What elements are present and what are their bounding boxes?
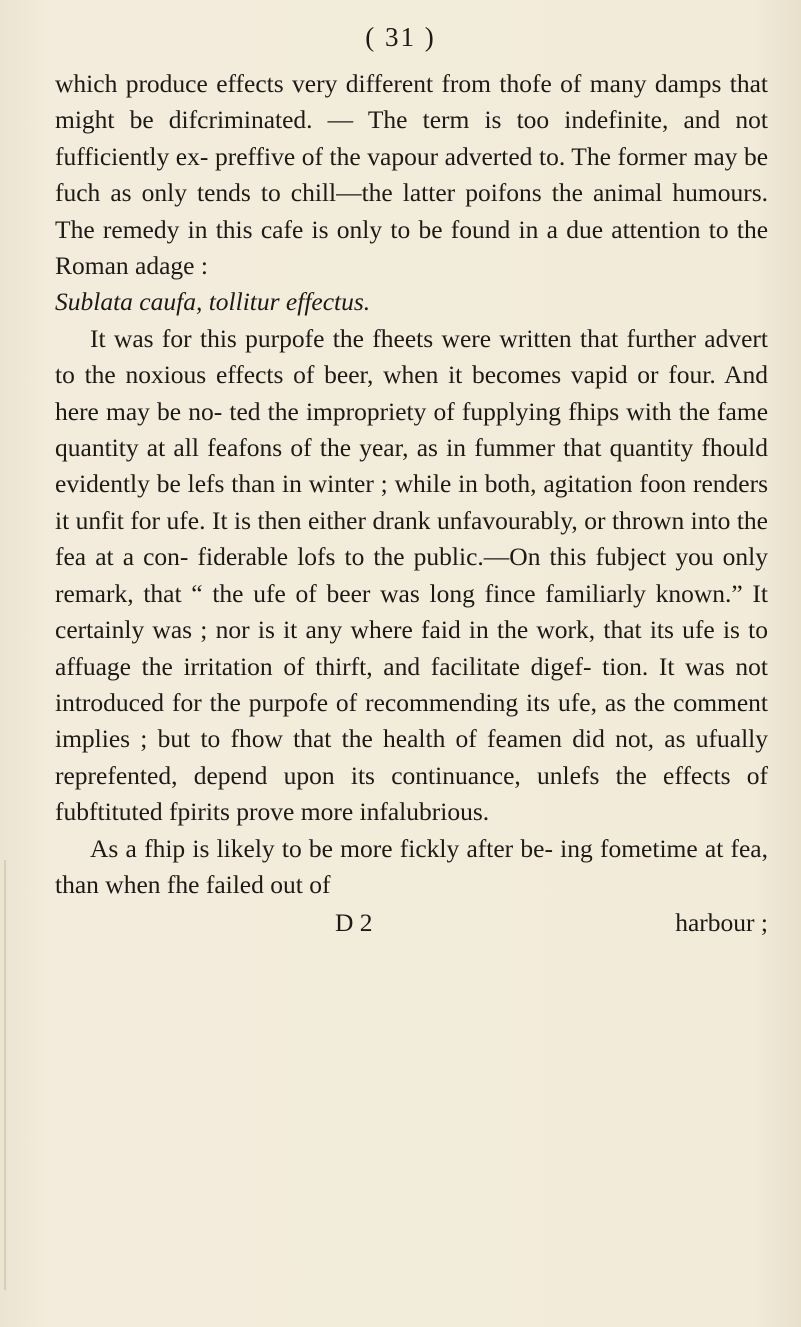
line: only remark, that “ the ufe of beer was long (55, 542, 769, 608)
page-number: ( 31 ) (365, 22, 436, 52)
latin-motto: Sublata caufa, tollitur effectus. (55, 287, 371, 317)
line: fince familiarly known.” It certainly was ; nor (55, 578, 769, 645)
line: many damps that might be difcriminated. — (55, 69, 769, 135)
line: It was for this purpofe the fheets were written (90, 323, 572, 353)
line: unfavourably, or thrown into the fea at a con- (55, 505, 769, 572)
line: fame quantity at all feafons of the year, as in (55, 396, 769, 463)
page-edge-shadow (4, 860, 6, 1290)
line: is it any where faid in the work, that its ufe is to (257, 615, 769, 645)
line: affuage the irritation of thirft, and facilitate digef- (55, 651, 592, 681)
line: renders it unfit for ufe. It is then either drank (55, 469, 769, 535)
line: ing fometime at fea, than when fhe failed out of (55, 833, 769, 899)
line: cafe is only to be found in a due attention to (260, 214, 729, 244)
line: recommending its ufe, as the comment implies ; (55, 687, 769, 754)
page-footer (55, 905, 768, 941)
paragraph-3 (55, 831, 768, 904)
line: fummer that quantity fhould evidently be lefs (55, 433, 769, 499)
line: The term is too indefinite, and not fufficiently ex- (55, 105, 769, 171)
line: it becomes vapid or four. And here may be no- (55, 360, 768, 426)
paragraph-2 (55, 321, 768, 831)
line: poifons the animal humours. The remedy in this (55, 178, 769, 244)
line: ted the impropriety of fupplying fhips with the (229, 396, 710, 426)
line: As a fhip is likely to be more fickly after be- (90, 833, 553, 863)
line: which produce effects very different from thofe of (55, 69, 582, 98)
body-text (55, 66, 768, 941)
line: than in winter ; while in both, agitation foon (231, 469, 687, 499)
line: fiderable lofs to the public.—On this fubject you (197, 542, 714, 572)
paragraph-1 (55, 66, 768, 284)
line: ufually reprefented, depend upon its continuance, (55, 724, 768, 790)
line: that further advert to the noxious effects of beer, when (55, 323, 768, 390)
line: unlefs the effects of fubftituted fpirits prove more (55, 760, 769, 827)
line: the Roman adage : (55, 214, 769, 281)
line: preffive of the vapour adverted to. The former (214, 141, 687, 171)
line: may be fuch as only tends to chill—the latter (55, 141, 769, 208)
line: but to fhow that the health of feamen did not, as (157, 724, 686, 754)
line: infalubrious. (359, 797, 490, 827)
line: tion. It was not introduced for the purpofe of (55, 651, 769, 717)
catchword: harbour ; (675, 908, 768, 938)
signature-mark: D 2 (335, 908, 373, 938)
